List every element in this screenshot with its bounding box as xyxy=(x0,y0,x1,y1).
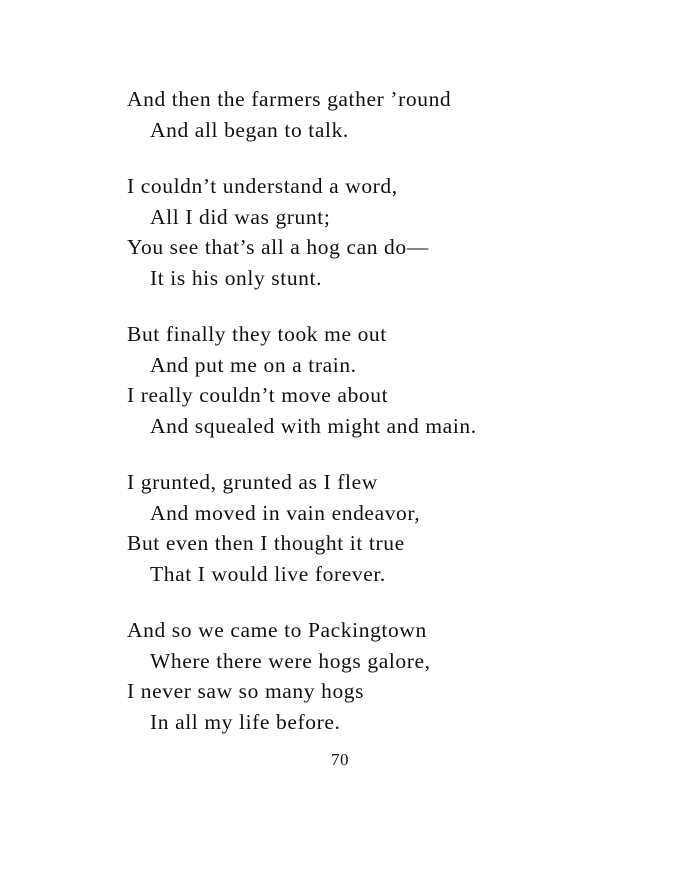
poem-line: And so we came to Packingtown xyxy=(127,618,427,642)
poem xyxy=(127,84,647,763)
poem-line: All I did was grunt; xyxy=(150,204,331,229)
stanza-4 xyxy=(127,467,647,589)
stanza-3 xyxy=(127,319,647,441)
page-number: 70 xyxy=(331,750,349,769)
poem-line: You see that’s all a hog can do— xyxy=(127,235,429,259)
poem-line: And squealed with might and main. xyxy=(150,413,477,438)
poem-line: And all began to talk. xyxy=(150,117,349,142)
poem-line: I couldn’t understand a word, xyxy=(127,174,398,198)
poem-line: I really couldn’t move about xyxy=(127,383,389,407)
poem-line: And then the farmers gather ’round xyxy=(127,87,452,111)
poem-line: I never saw so many hogs xyxy=(127,679,365,703)
poem-line: I grunted, grunted as I flew xyxy=(127,470,378,494)
poem-line: But finally they took me out xyxy=(127,322,387,346)
poem-line: And put me on a train. xyxy=(150,352,357,377)
stanza-1 xyxy=(127,84,647,145)
poem-line: And moved in vain endeavor, xyxy=(150,500,421,525)
poem-line: Where there were hogs galore, xyxy=(150,648,431,673)
poem-line: It is his only stunt. xyxy=(150,265,323,290)
poem-line: That I would live forever. xyxy=(150,561,386,586)
stanza-2 xyxy=(127,171,647,293)
poem-line: In all my life before. xyxy=(150,709,341,734)
poem-line: But even then I thought it true xyxy=(127,531,405,555)
stanza-5 xyxy=(127,615,647,737)
